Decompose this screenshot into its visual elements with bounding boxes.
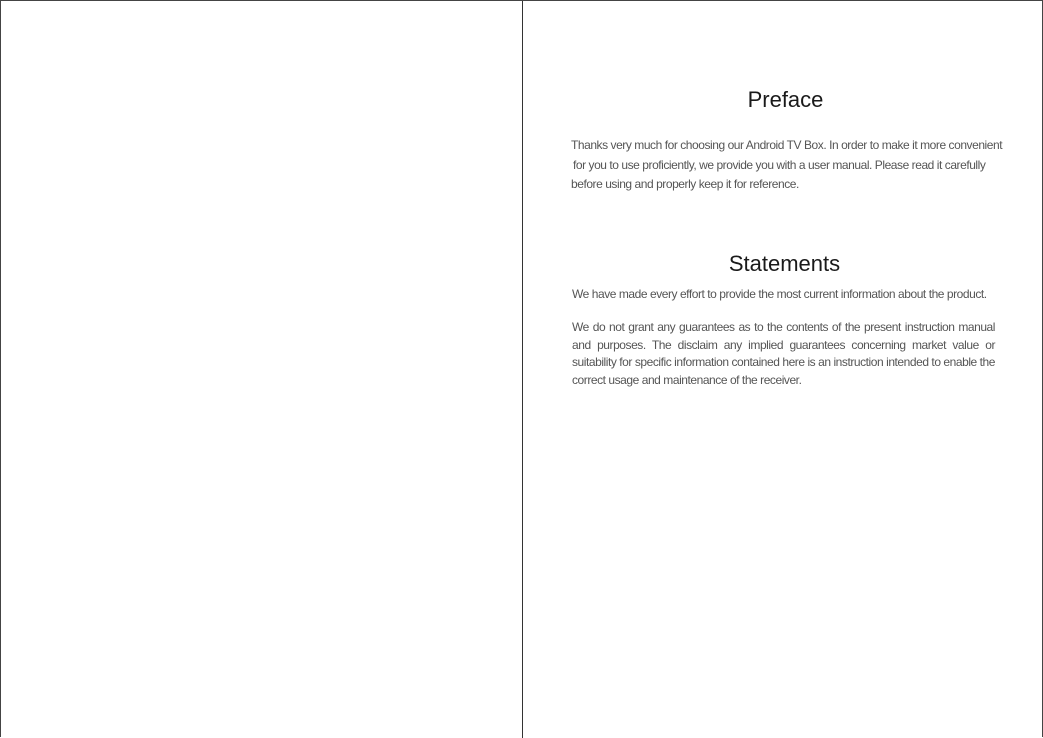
preface-paragraph bbox=[571, 136, 1011, 195]
statements-heading: Statements bbox=[728, 251, 841, 276]
preface-line: Thanks very much for choosing our Android TV Box. In order to make it more convenient bbox=[571, 138, 1003, 152]
preface-line: before using and properly keep it for reference. bbox=[571, 177, 799, 191]
right-page bbox=[523, 1, 1042, 737]
left-page-blank bbox=[1, 1, 522, 737]
preface-heading: Preface bbox=[747, 87, 824, 112]
statement-paragraph: We do not grant any guarantees as to the contents of the present instruction manual and purposes. The disclaim any implied guarantees concerning market value or suitability for specific information contained here is an instruction intended to enable the correct usage and maintenance of the receiver. bbox=[572, 320, 995, 387]
statement-paragraph: We have made every effort to provide the most current information about the product. bbox=[572, 287, 987, 301]
preface-line: for you to use proficiently, we provide you with a user manual. Please read it carefully bbox=[573, 157, 986, 172]
